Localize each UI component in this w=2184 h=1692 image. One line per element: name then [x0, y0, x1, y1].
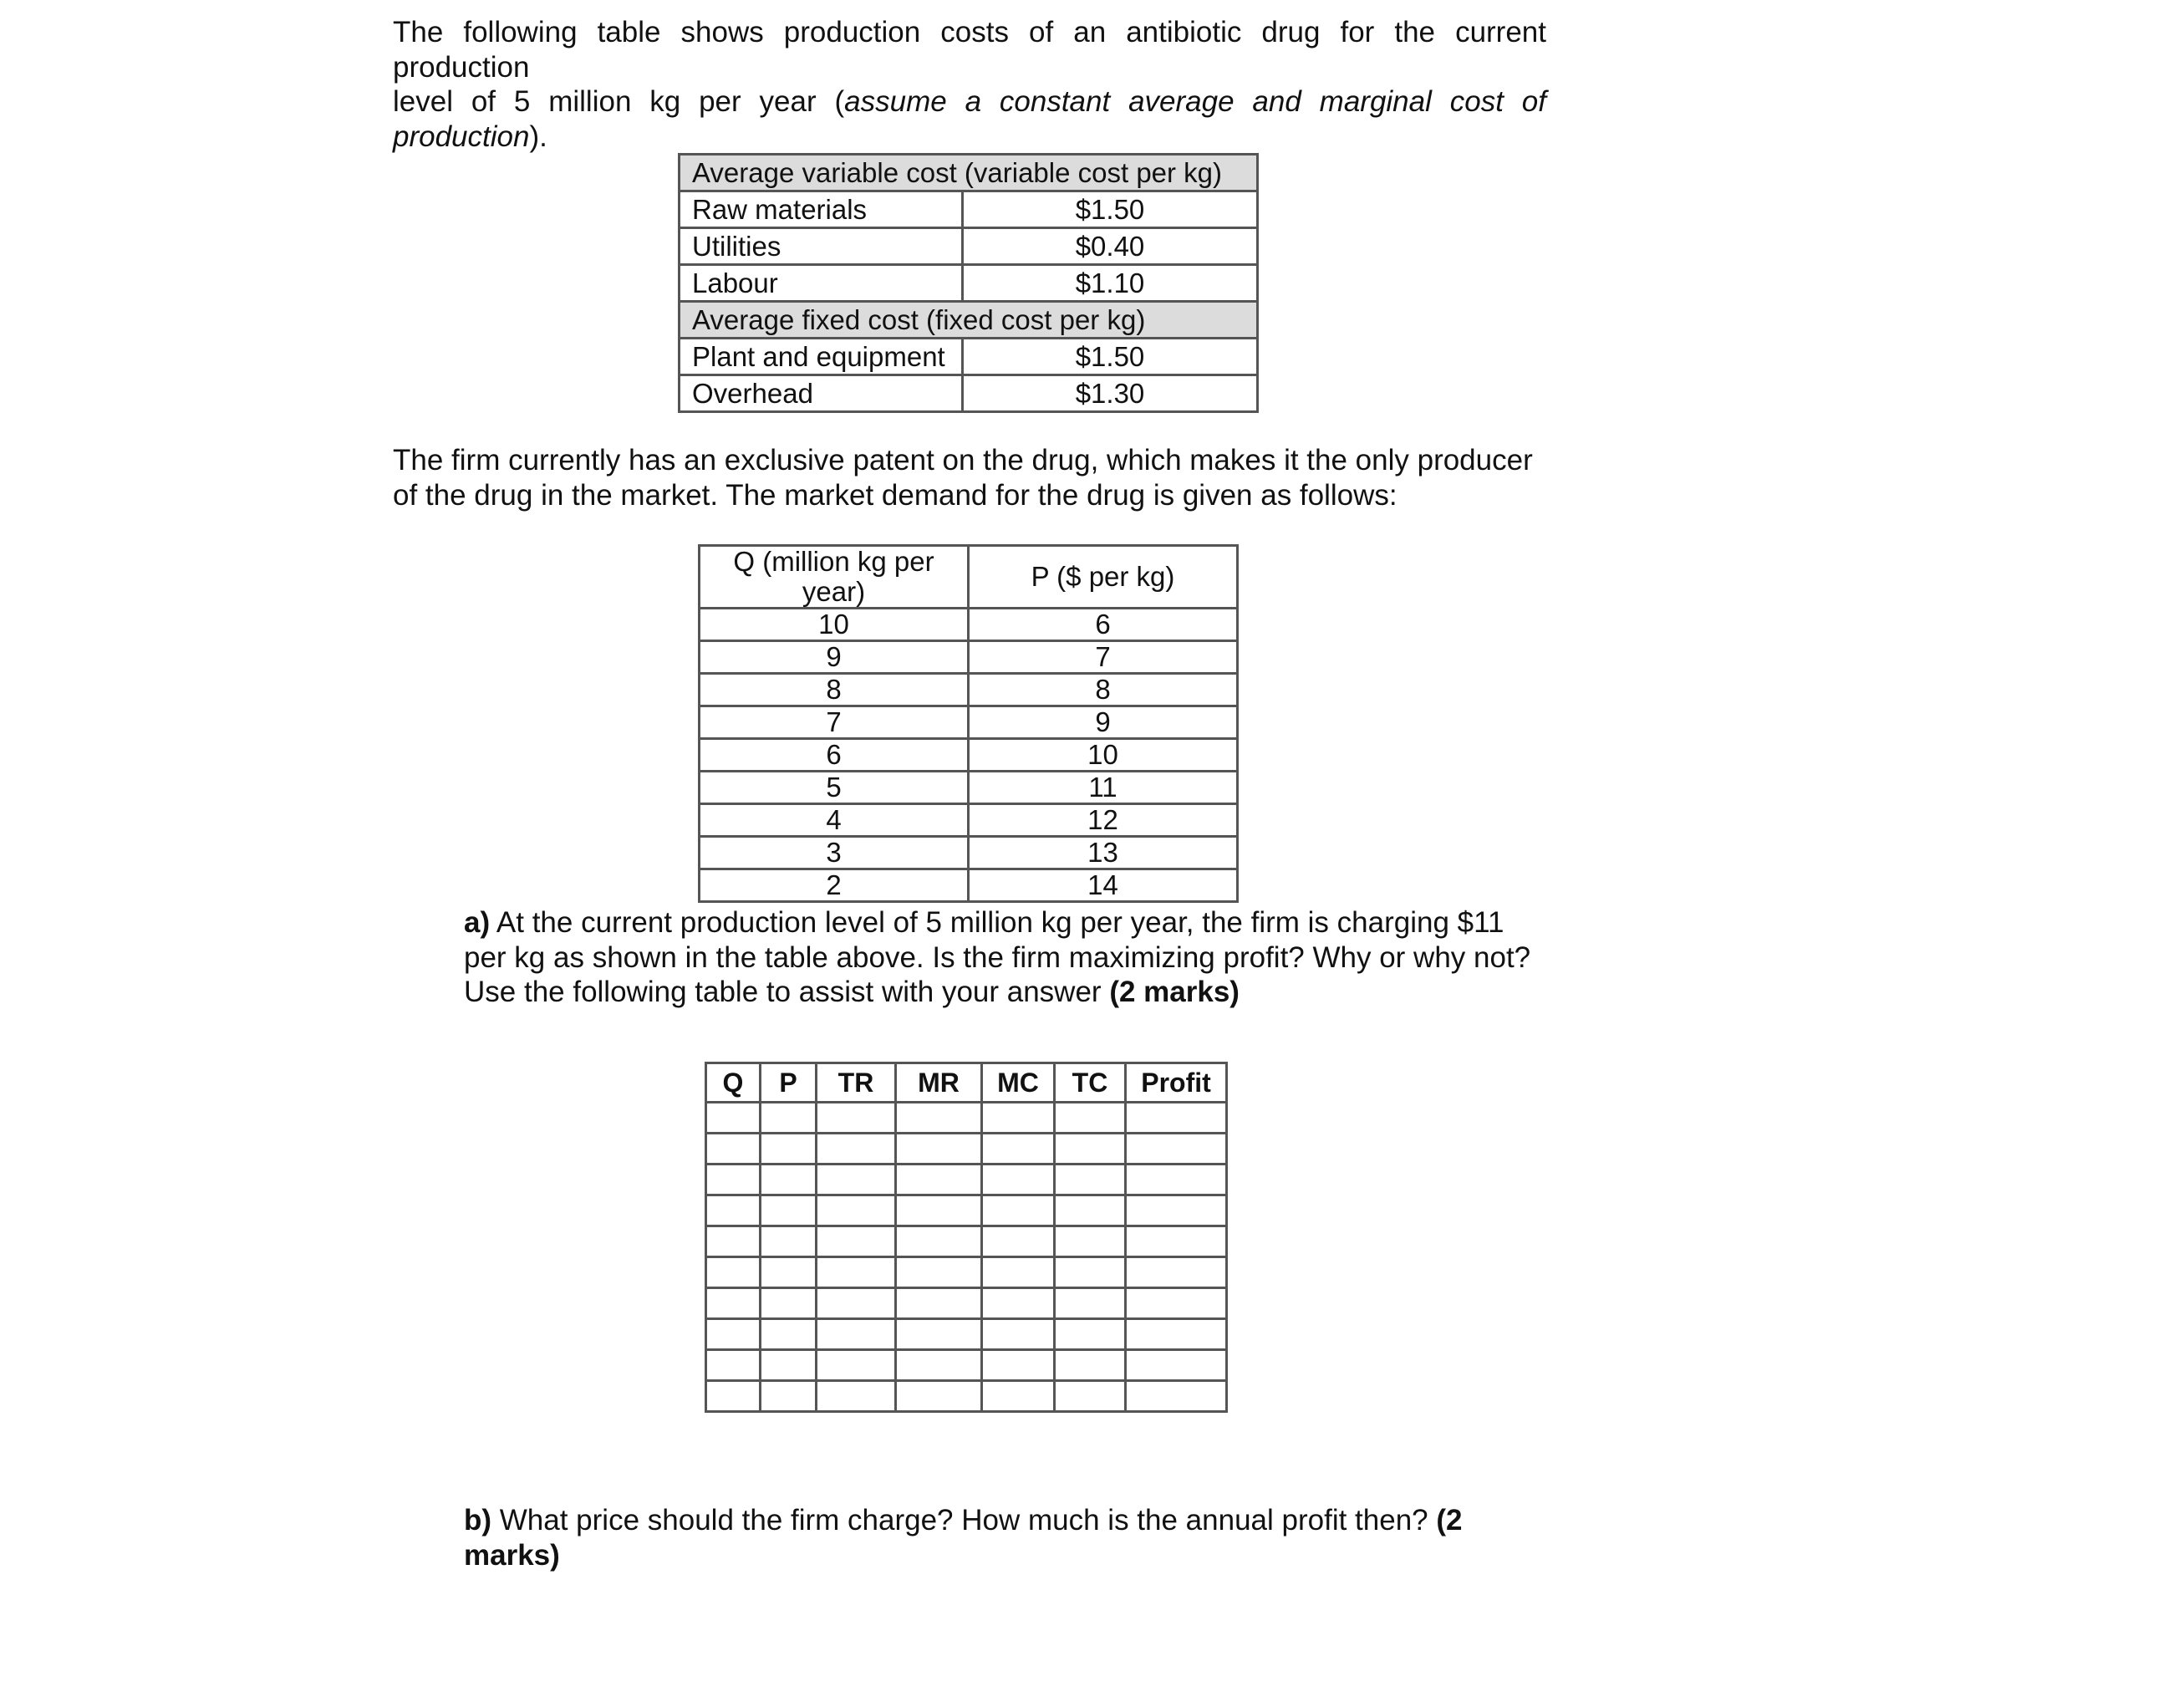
- cost-value: $0.40: [963, 228, 1258, 265]
- intro-paragraph: [393, 15, 1546, 154]
- demand-row: [700, 804, 1238, 837]
- answer-cell[interactable]: [896, 1350, 982, 1381]
- answer-cell[interactable]: [982, 1288, 1055, 1319]
- question-b-marks: (2 marks): [464, 1504, 1463, 1572]
- answer-cell[interactable]: [1126, 1381, 1227, 1412]
- answer-row: [706, 1257, 1227, 1288]
- answer-row: [706, 1226, 1227, 1257]
- answer-cell[interactable]: [761, 1350, 817, 1381]
- cost-label: Utilities: [680, 228, 963, 265]
- cost-section-row: [680, 302, 1258, 339]
- cost-row: [680, 228, 1258, 265]
- question-a-text: At the current production level of 5 million kg per year, the firm is charging $11 per kg as shown in the table above. Is the firm maximizing profit? Why or why not? Use the following table to assist with your answer: [464, 906, 1531, 1008]
- cost-section-header: Average fixed cost (fixed cost per kg): [680, 302, 1258, 339]
- answer-table: [705, 1062, 1228, 1413]
- demand-row: [700, 609, 1238, 641]
- demand-q-cell: 7: [700, 706, 969, 739]
- cost-row: [680, 375, 1258, 412]
- answer-cell[interactable]: [817, 1381, 896, 1412]
- answer-cell[interactable]: [706, 1381, 761, 1412]
- answer-header-tr: TR: [817, 1063, 896, 1103]
- cost-value: $1.30: [963, 375, 1258, 412]
- answer-cell[interactable]: [761, 1381, 817, 1412]
- demand-row: [700, 706, 1238, 739]
- answer-cell[interactable]: [817, 1195, 896, 1226]
- cost-row: [680, 339, 1258, 375]
- answer-cell[interactable]: [896, 1381, 982, 1412]
- answer-cell[interactable]: [1126, 1195, 1227, 1226]
- answer-cell[interactable]: [1055, 1134, 1126, 1165]
- answer-cell[interactable]: [1126, 1226, 1227, 1257]
- answer-cell[interactable]: [982, 1165, 1055, 1195]
- answer-cell[interactable]: [817, 1257, 896, 1288]
- demand-row: [700, 641, 1238, 674]
- demand-p-cell: 11: [969, 772, 1238, 804]
- answer-cell[interactable]: [896, 1226, 982, 1257]
- answer-cell[interactable]: [1126, 1103, 1227, 1134]
- intro-line-1: The following table shows production costs of an antibiotic drug for the current production: [393, 16, 1546, 84]
- answer-row: [706, 1288, 1227, 1319]
- answer-cell[interactable]: [706, 1134, 761, 1165]
- answer-table-body: [706, 1103, 1227, 1412]
- answer-row: [706, 1134, 1227, 1165]
- answer-cell[interactable]: [1055, 1381, 1126, 1412]
- answer-cell[interactable]: [1055, 1195, 1126, 1226]
- answer-cell[interactable]: [982, 1103, 1055, 1134]
- answer-row: [706, 1350, 1227, 1381]
- answer-cell[interactable]: [706, 1226, 761, 1257]
- answer-cell[interactable]: [1126, 1257, 1227, 1288]
- answer-row: [706, 1195, 1227, 1226]
- answer-header-q: Q: [706, 1063, 761, 1103]
- answer-cell[interactable]: [706, 1319, 761, 1350]
- answer-cell[interactable]: [1055, 1165, 1126, 1195]
- answer-cell[interactable]: [761, 1226, 817, 1257]
- demand-row: [700, 772, 1238, 804]
- demand-row: [700, 674, 1238, 706]
- answer-cell[interactable]: [706, 1257, 761, 1288]
- demand-q-cell: 2: [700, 869, 969, 902]
- answer-cell[interactable]: [896, 1195, 982, 1226]
- answer-cell[interactable]: [1126, 1350, 1227, 1381]
- demand-header-p: P ($ per kg): [969, 546, 1238, 609]
- demand-header-q: Q (million kg per year): [700, 546, 969, 609]
- demand-row: [700, 837, 1238, 869]
- demand-p-cell: 9: [969, 706, 1238, 739]
- demand-p-cell: 6: [969, 609, 1238, 641]
- answer-cell[interactable]: [817, 1319, 896, 1350]
- demand-table-body: [700, 609, 1238, 902]
- demand-header-row: [700, 546, 1238, 609]
- demand-q-cell: 4: [700, 804, 969, 837]
- cost-table-body: [680, 155, 1258, 412]
- answer-cell[interactable]: [706, 1103, 761, 1134]
- answer-cell[interactable]: [982, 1226, 1055, 1257]
- answer-cell[interactable]: [761, 1195, 817, 1226]
- answer-cell[interactable]: [896, 1134, 982, 1165]
- answer-header-row: [706, 1063, 1227, 1103]
- answer-cell[interactable]: [1126, 1319, 1227, 1350]
- cost-row: [680, 191, 1258, 228]
- cost-value: $1.10: [963, 265, 1258, 302]
- cost-value: $1.50: [963, 191, 1258, 228]
- answer-cell[interactable]: [1126, 1134, 1227, 1165]
- cost-row: [680, 265, 1258, 302]
- answer-cell[interactable]: [982, 1257, 1055, 1288]
- demand-p-cell: 10: [969, 739, 1238, 772]
- intro-line-2-text: level of 5 million kg per year (: [393, 85, 845, 118]
- answer-row: [706, 1381, 1227, 1412]
- answer-cell[interactable]: [1126, 1288, 1227, 1319]
- answer-cell[interactable]: [761, 1165, 817, 1195]
- demand-p-cell: 7: [969, 641, 1238, 674]
- intro-line-3-end: ).: [529, 120, 547, 153]
- answer-header-tc: TC: [1055, 1063, 1126, 1103]
- answer-row: [706, 1103, 1227, 1134]
- demand-q-cell: 10: [700, 609, 969, 641]
- answer-cell[interactable]: [817, 1350, 896, 1381]
- answer-cell[interactable]: [982, 1381, 1055, 1412]
- answer-cell[interactable]: [982, 1195, 1055, 1226]
- answer-cell[interactable]: [817, 1134, 896, 1165]
- answer-cell[interactable]: [982, 1319, 1055, 1350]
- question-a: [464, 905, 1550, 1010]
- answer-cell[interactable]: [896, 1103, 982, 1134]
- patent-paragraph: The firm currently has an exclusive patent on the drug, which makes it the only producer of the drug in the market. The market demand for the drug is given as follows:: [393, 444, 1533, 512]
- answer-row: [706, 1165, 1227, 1195]
- cost-table: [678, 153, 1259, 413]
- cost-label: Raw materials: [680, 191, 963, 228]
- answer-cell[interactable]: [761, 1288, 817, 1319]
- answer-cell[interactable]: [1055, 1226, 1126, 1257]
- answer-row: [706, 1319, 1227, 1350]
- cost-value: $1.50: [963, 339, 1258, 375]
- demand-p-cell: 14: [969, 869, 1238, 902]
- answer-cell[interactable]: [817, 1165, 896, 1195]
- question-b-text: What price should the firm charge? How much is the annual profit then?: [491, 1504, 1437, 1537]
- answer-cell[interactable]: [1126, 1165, 1227, 1195]
- answer-cell[interactable]: [896, 1319, 982, 1350]
- answer-cell[interactable]: [817, 1288, 896, 1319]
- answer-cell[interactable]: [1055, 1319, 1126, 1350]
- demand-row: [700, 739, 1238, 772]
- question-a-label: a): [464, 906, 491, 939]
- answer-cell[interactable]: [761, 1134, 817, 1165]
- question-b: [464, 1503, 1550, 1572]
- answer-cell[interactable]: [896, 1165, 982, 1195]
- answer-cell[interactable]: [706, 1350, 761, 1381]
- answer-cell[interactable]: [982, 1134, 1055, 1165]
- intro-line-2: [393, 84, 1546, 120]
- answer-header-p: P: [761, 1063, 817, 1103]
- demand-q-cell: 3: [700, 837, 969, 869]
- cost-label: Overhead: [680, 375, 963, 412]
- intro-line-3-italic: production: [393, 120, 530, 153]
- answer-cell[interactable]: [761, 1257, 817, 1288]
- demand-q-cell: 5: [700, 772, 969, 804]
- answer-cell[interactable]: [817, 1226, 896, 1257]
- answer-cell[interactable]: [706, 1195, 761, 1226]
- cost-section-row: [680, 155, 1258, 191]
- answer-cell[interactable]: [817, 1103, 896, 1134]
- answer-header-mc: MC: [982, 1063, 1055, 1103]
- answer-cell[interactable]: [1055, 1350, 1126, 1381]
- answer-header-profit: Profit: [1126, 1063, 1227, 1103]
- cost-section-header: Average variable cost (variable cost per kg): [680, 155, 1258, 191]
- answer-cell[interactable]: [1055, 1103, 1126, 1134]
- demand-p-cell: 12: [969, 804, 1238, 837]
- answer-cell[interactable]: [706, 1288, 761, 1319]
- demand-q-cell: 9: [700, 641, 969, 674]
- cost-label: Plant and equipment: [680, 339, 963, 375]
- answer-header-mr: MR: [896, 1063, 982, 1103]
- demand-table: [698, 544, 1239, 903]
- demand-p-cell: 13: [969, 837, 1238, 869]
- demand-q-cell: 8: [700, 674, 969, 706]
- intro-line-2-italic: assume a constant average and marginal cost of: [844, 85, 1546, 118]
- answer-cell[interactable]: [982, 1350, 1055, 1381]
- answer-cell[interactable]: [761, 1319, 817, 1350]
- demand-row: [700, 869, 1238, 902]
- answer-cell[interactable]: [1055, 1288, 1126, 1319]
- intro-line-3: [393, 120, 1546, 155]
- answer-cell[interactable]: [1055, 1257, 1126, 1288]
- question-b-label: b): [464, 1504, 492, 1537]
- cost-label: Labour: [680, 265, 963, 302]
- answer-cell[interactable]: [761, 1103, 817, 1134]
- demand-p-cell: 8: [969, 674, 1238, 706]
- demand-q-cell: 6: [700, 739, 969, 772]
- answer-cell[interactable]: [706, 1165, 761, 1195]
- answer-cell[interactable]: [896, 1257, 982, 1288]
- question-a-marks: (2 marks): [1109, 976, 1240, 1008]
- answer-cell[interactable]: [896, 1288, 982, 1319]
